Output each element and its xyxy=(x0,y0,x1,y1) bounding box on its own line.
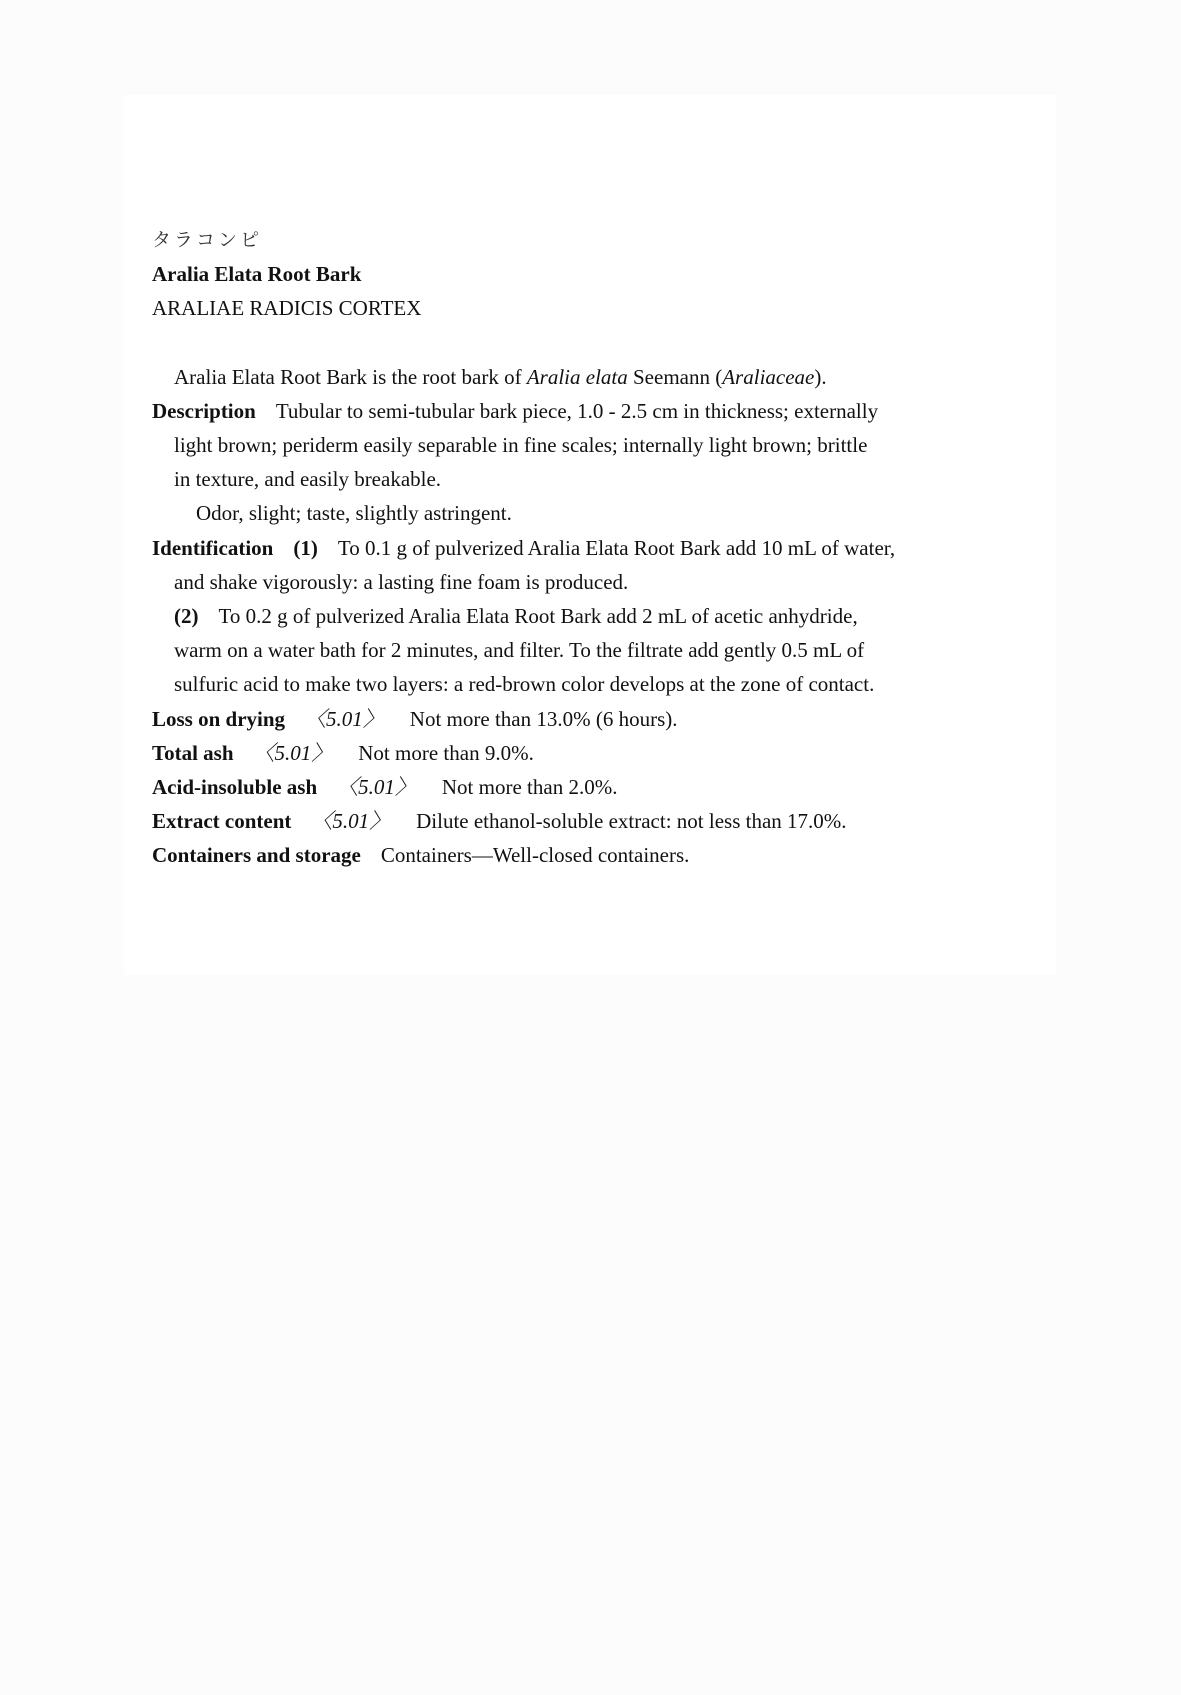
extract-content-heading: Extract content xyxy=(152,809,292,834)
identification-line-4: warm on a water bath for 2 minutes, and filter. To the filtrate add gently 0.5 mL of xyxy=(174,638,865,663)
english-name: Aralia Elata Root Bark xyxy=(152,262,362,287)
identification-line-3 xyxy=(152,599,1032,633)
identification-heading: Identification xyxy=(152,535,274,560)
description-text: Tubular to semi-tubular bark piece, 1.0 - 2.5 cm in thickness; externally xyxy=(275,398,879,423)
extract-content-ref: 〈5.01〉 xyxy=(311,809,391,834)
identification-item-2-text: To 0.2 g of pulverized Aralia Elata Root Bark add 2 mL of acetic anhydride, xyxy=(218,604,858,629)
identification-item-2-label: (2) xyxy=(174,604,199,629)
total-ash-ref: 〈5.01〉 xyxy=(253,740,333,765)
definition-prefix: Aralia Elata Root Bark is the root bark of xyxy=(174,364,527,389)
species-name: Aralia elata xyxy=(526,364,628,389)
containers-and-storage xyxy=(152,838,1032,872)
identification-line-5: sulfuric acid to make two layers: a red-brown color develops at the zone of contact. xyxy=(174,672,875,697)
definition-suffix: ). xyxy=(814,364,827,389)
family-name: Araliaceae xyxy=(722,364,815,389)
total-ash-text: Not more than 9.0%. xyxy=(358,740,534,765)
latin-name: ARALIAE RADICIS CORTEX xyxy=(152,296,422,321)
japanese-name: タラコンピ xyxy=(152,229,263,251)
description-line-4: Odor, slight; taste, slightly astringent. xyxy=(196,501,512,526)
acid-insoluble-ash-ref: 〈5.01〉 xyxy=(337,775,416,800)
identification-line-2: and shake vigorously: a lasting fine foam is produced. xyxy=(174,569,629,594)
definition-middle: Seemann ( xyxy=(627,364,723,389)
acid-insoluble-ash xyxy=(152,770,1032,804)
description-line-3: in texture, and easily breakable. xyxy=(174,467,442,492)
extract-content xyxy=(152,804,1032,838)
loss-on-drying-heading: Loss on drying xyxy=(152,706,286,731)
containers-heading: Containers and storage xyxy=(152,843,361,868)
loss-on-drying xyxy=(152,702,1032,736)
monograph xyxy=(152,223,1032,873)
identification-item-1-text: To 0.1 g of pulverized Aralia Elata Root Bark add 10 mL of water, xyxy=(337,535,896,560)
containers-text: Containers—Well-closed containers. xyxy=(380,843,690,868)
total-ash-heading: Total ash xyxy=(152,740,234,765)
definition xyxy=(152,360,1032,394)
loss-on-drying-ref: 〈5.01〉 xyxy=(305,706,384,731)
description-line-1 xyxy=(152,394,1032,428)
total-ash xyxy=(152,736,1032,770)
description-heading: Description xyxy=(152,398,256,423)
spacer xyxy=(152,326,1032,360)
document-page xyxy=(124,95,1056,975)
description-line-2: light brown; periderm easily separable in fine scales; internally light brown; brittle xyxy=(174,433,868,458)
identification-item-1-label: (1) xyxy=(293,535,318,560)
loss-on-drying-text: Not more than 13.0% (6 hours). xyxy=(409,706,678,731)
identification-line-1 xyxy=(152,531,1032,565)
extract-content-text: Dilute ethanol-soluble extract: not less than 17.0%. xyxy=(416,809,847,834)
acid-insoluble-ash-text: Not more than 2.0%. xyxy=(441,775,618,800)
acid-insoluble-ash-heading: Acid-insoluble ash xyxy=(152,775,318,800)
